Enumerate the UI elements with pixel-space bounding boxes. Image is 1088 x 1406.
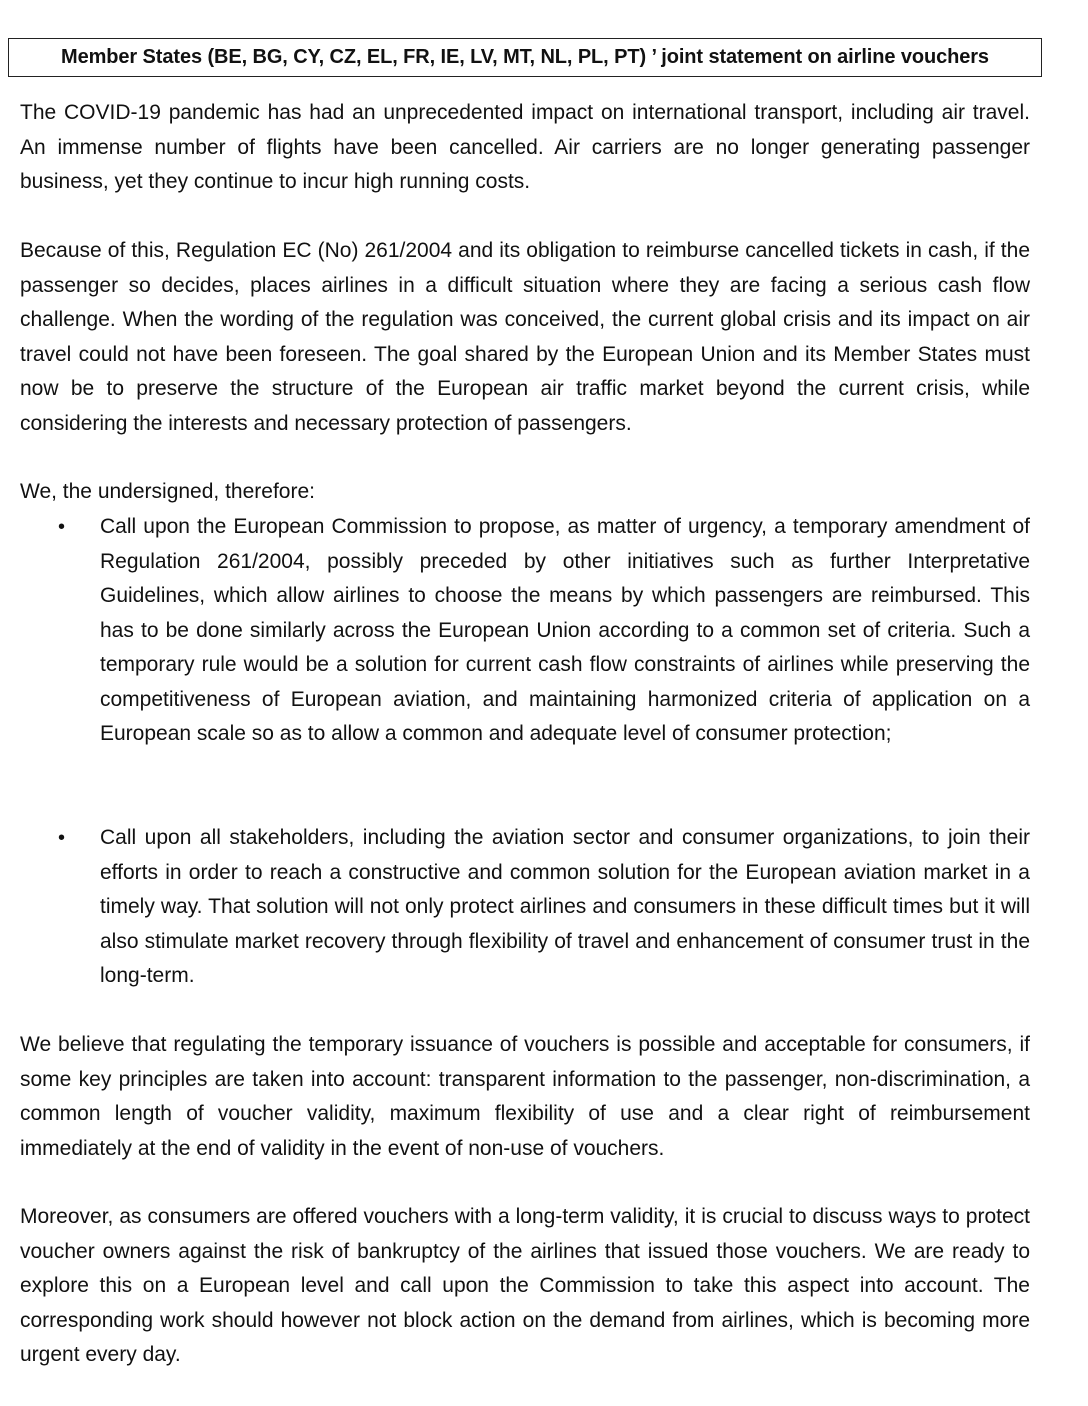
- bullet-marker: •: [58, 516, 66, 538]
- undersigned-lead: We, the undersigned, therefore:: [20, 480, 315, 503]
- bankruptcy-paragraph: Moreover, as consumers are offered vouchers with a long-term validity, it is crucial to discuss ways to protect voucher owners against the risk of bankruptcy of the airlines that issued those vouchers. We are ready to explore this on a European level and call upon the Commission to take this aspect into account. The corresponding work should however not block action on the demand from airlines, which is becoming more urgent every day.: [20, 1205, 1030, 1366]
- bullet-marker: •: [58, 827, 66, 849]
- vouchers-paragraph: We believe that regulating the temporary issuance of vouchers is possible and acceptable for consumers, if some key principles are taken into account: transparent information to the passenger, non-discrimination, a common length of voucher validity, maximum flexibility of use and a clear right of reimbursement immediately at the end of validity in the event of non-use of vouchers.: [20, 1033, 1030, 1160]
- bullet-item-commission: Call upon the European Commission to propose, as matter of urgency, a temporary amendment of Regulation 261/2004, possibly preceded by other initiatives such as further Interpretative Guidelines, which allow airlines to choose the means by which passengers are reimbursed. This has to be done similarly across the European Union according to a common set of criteria. Such a temporary rule would be a solution for current cash flow constraints of airlines while preserving the competitiveness of European aviation, and maintaining harmonized criteria of application on a European scale so as to allow a common and adequate level of consumer protection;: [100, 515, 1030, 745]
- regulation-paragraph: Because of this, Regulation EC (No) 261/2004 and its obligation to reimburse cancelled tickets in cash, if the passenger so decides, places airlines in a difficult situation where they are facing a serious cash flow challenge. When the wording of the regulation was conceived, the current global crisis and its impact on air travel could not have been foreseen. The goal shared by the European Union and its Member States must now be to preserve the structure of the European air traffic market beyond the current crisis, while considering the interests and necessary protection of passengers.: [20, 239, 1030, 435]
- intro-paragraph: The COVID-19 pandemic has had an unprecedented impact on international transport, including air travel. An immense number of flights have been cancelled. Air carriers are no longer generating passenger business, yet they continue to incur high running costs.: [20, 101, 1030, 193]
- title-box: [8, 38, 1042, 77]
- bullet-item-stakeholders: Call upon all stakeholders, including the aviation sector and consumer organizations, to join their efforts in order to reach a constructive and common solution for the European aviation market in a timely way. That solution will not only protect airlines and consumers in these difficult times but it will also stimulate market recovery through flexibility of travel and enhancement of consumer trust in the long-term.: [100, 826, 1030, 987]
- document-title: Member States (BE, BG, CY, CZ, EL, FR, IE, LV, MT, NL, PL, PT) ’ joint statement on airline vouchers: [61, 46, 989, 68]
